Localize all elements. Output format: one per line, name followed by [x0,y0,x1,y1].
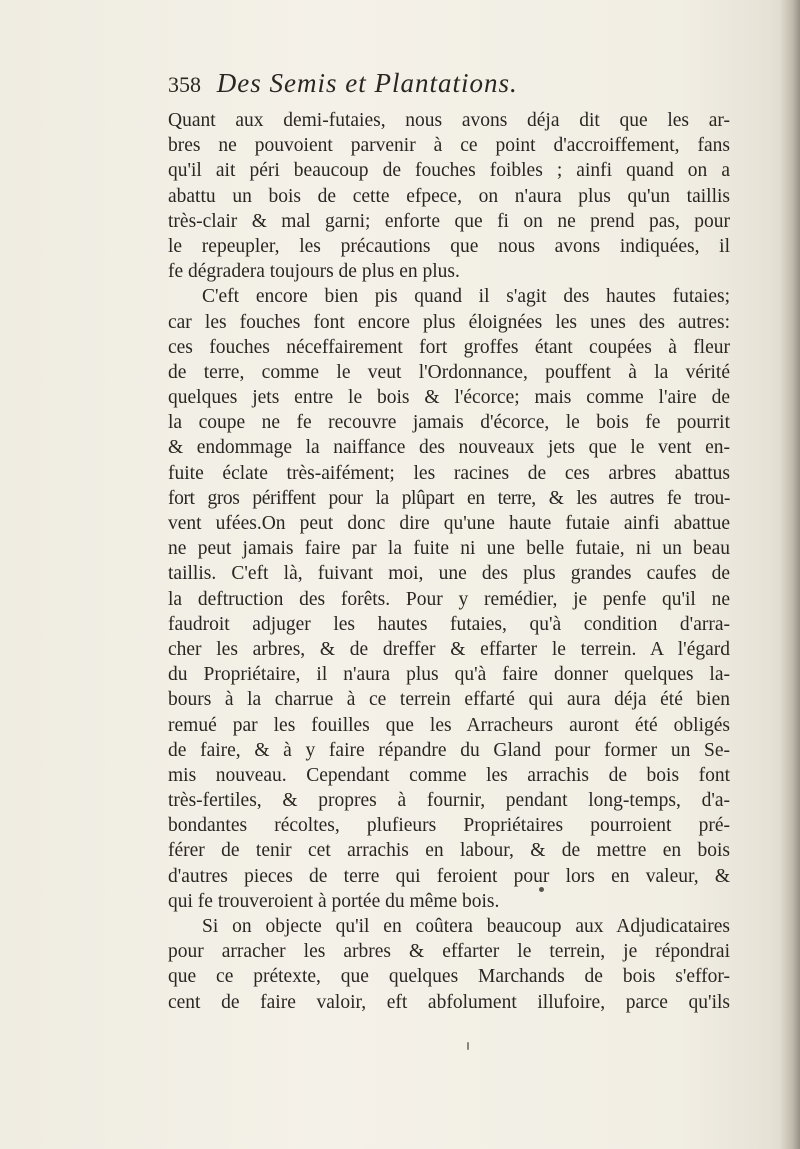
ink-spot [467,1042,469,1050]
text-line: cent de faire valoir, eft abfolument illufoire, parce qu'ils [168,991,730,1013]
text-line: Quant aux demi-futaies, nous avons déja dit que les ar- [168,110,730,131]
text-line: de terre, comme le veut l'Ordonnance, pouffent à la vérité [168,361,730,383]
text-line: car les fouches font encore plus éloignées les unes des autres: [168,311,730,333]
text-line: la deftruction des forêts. Pour y remédier, je penfe qu'il ne [168,588,730,610]
text-line: bours à la charrue à ce terrein effarté qui aura déja été bien [168,689,730,711]
text-line: faudroit adjuger les hautes futaies, qu'à condition d'arra- [168,613,730,635]
text-line: la coupe ne fe recouvre jamais d'écorce, le bois fe pourrit [168,412,730,434]
text-line: que ce prétexte, que quelques Marchands de bois s'effor- [168,966,730,988]
text-line: le repeupler, les précautions que nous avons indiquées, il [168,235,730,257]
text-line: abattu un bois de cette efpece, on n'aura plus qu'un taillis [168,185,730,207]
text-line: bres ne pouvoient parvenir à ce point d'accroiffement, fans [168,135,730,157]
text-line: quelques jets entre le bois & l'écorce; mais comme l'aire de [168,387,730,409]
text-line: remué par les fouilles que les Arracheurs auront été obligés [168,714,730,736]
text-line: pour arracher les arbres & effarter le terrein, je répondrai [168,941,730,963]
text-line: taillis. C'eft là, fuivant moi, une des plus grandes caufes de [168,563,730,585]
body-text [168,108,730,1015]
text-line: ne peut jamais faire par la fuite ni une belle futaie, ni un beau [168,538,730,560]
text-line: vent ufées.On peut donc dire qu'une haute futaie ainfi abattue [168,513,730,534]
text-line: fort gros périffent pour la plûpart en terre, & les autres fe trou- [168,487,730,509]
running-title: Des Semis et Plantations. [216,68,518,98]
text-line: ces fouches néceffairement fort groffes étant coupées à fleur [168,336,730,358]
text-line: d'autres pieces de terre qui feroient pour lors en valeur, & [168,865,730,887]
text-line: fuite éclate très-aifément; les racines de ces arbres abattus [168,462,730,484]
text-line: bondantes récoltes, plufieurs Propriétaires pourroient pré- [168,815,730,837]
text-line: très-fertiles, & propres à fournir, pendant long-temps, d'a- [168,790,730,812]
text-line: férer de tenir cet arrachis en labour, & de mettre en bois [168,840,730,862]
text-line: qu'il ait péri beaucoup de fouches foibles ; ainfi quand on a [168,160,730,182]
text-line: Si on objecte qu'il en coûtera beaucoup aux Adjudicataires [202,916,730,937]
ink-spot [539,887,544,892]
text-line: très-clair & mal garni; enforte que fi on ne prend pas, pour [168,210,730,232]
page-number: 358 [168,72,201,97]
running-header [168,66,728,100]
page-edge-shadow [780,0,800,1149]
text-line: qui fe trouveroient à portée du même bois. [168,890,500,912]
text-line: & endommage la naiffance des nouveaux jets que le vent en- [168,437,730,459]
text-line: cher les arbres, & de dreffer & effarter le terrein. A l'égard [168,638,730,660]
text-line: mis nouveau. Cependant comme les arrachis de bois font [168,764,730,786]
text-line: fe dégradera toujours de plus en plus. [168,261,460,283]
text-line: C'eft encore bien pis quand il s'agit des hautes futaies; [202,286,730,308]
text-line: du Propriétaire, il n'aura plus qu'à faire donner quelques la- [168,664,730,686]
text-line: de faire, & à y faire répandre du Gland pour former un Se- [168,739,730,761]
